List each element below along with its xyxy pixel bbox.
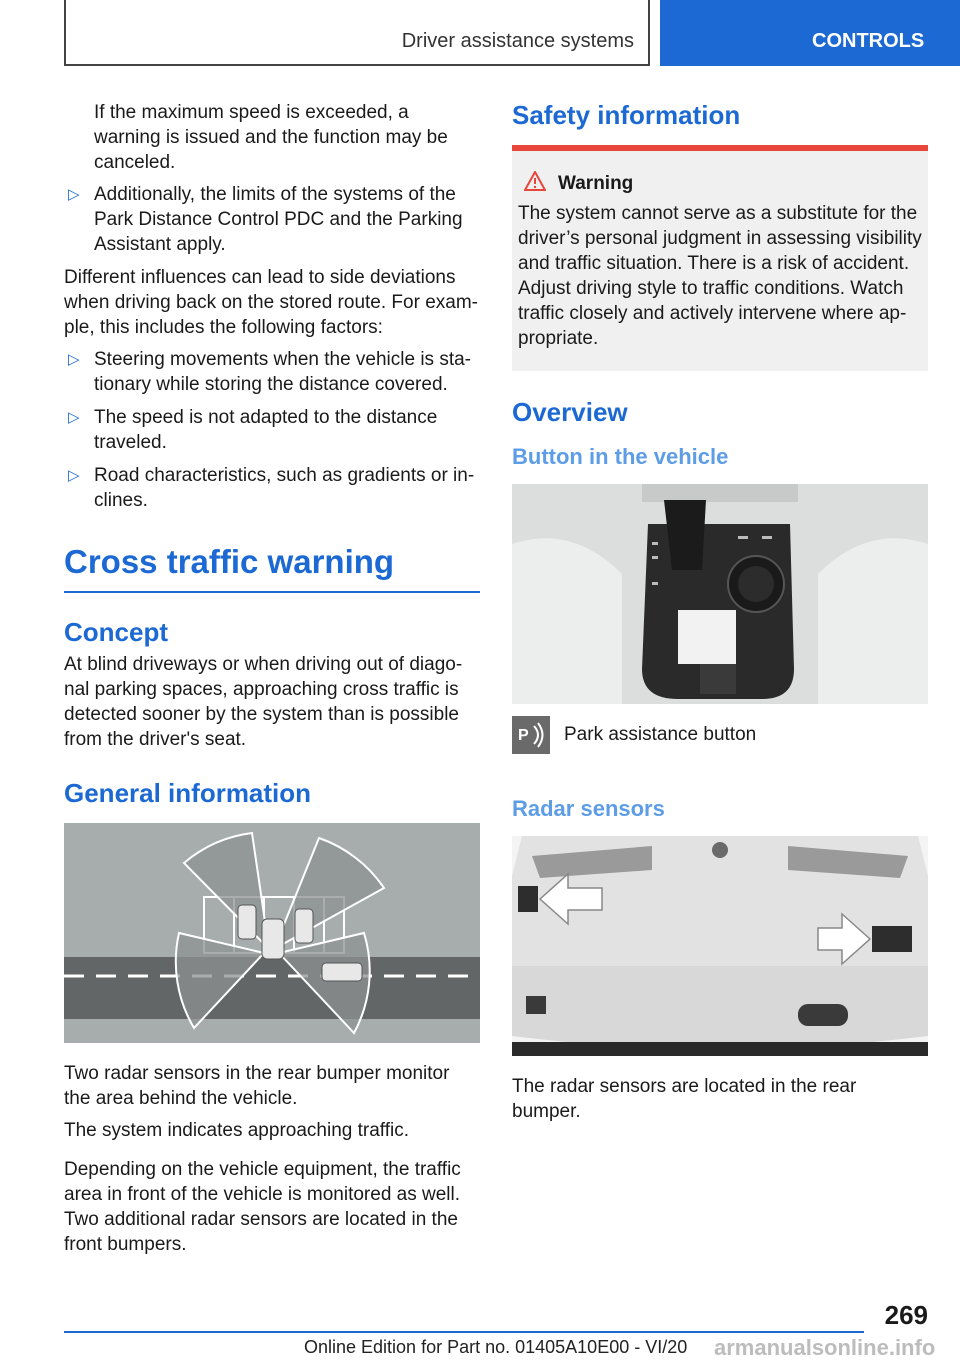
radar-heading: Radar sensors [512, 796, 665, 821]
triangle-bullet-icon: ▷ [68, 351, 80, 368]
warning-box [512, 151, 928, 371]
park-assistance-button-icon [512, 716, 550, 754]
general-text-3: Depending on the vehicle equipment, the traffic area in front of the vehicle is monitored as well. Two additional radar sensors are located in the front bumpers. [64, 1159, 461, 1255]
bullet-list-2 [64, 347, 480, 513]
general-heading: General information [64, 778, 312, 808]
list-item: ▷ Steering movements when the vehicle is sta‐tionary while storing the distance covered. [68, 349, 472, 395]
section-title: Driver assistance systems [401, 30, 634, 52]
triangle-bullet-icon: ▷ [68, 467, 80, 484]
influences-paragraph: Different influences can lead to side deviations when driving back on the stored route. For exam‐ple, this includes the following factors: [64, 267, 478, 338]
svg-text:P: P [518, 727, 529, 744]
general-text-2: The system indicates approaching traffic. [64, 1120, 409, 1141]
triangle-bullet-icon: ▷ [68, 409, 80, 426]
intro-text: If the maximum speed is exceeded, a warning is issued and the function may be canceled. [94, 102, 448, 173]
safety-heading: Safety information [512, 100, 928, 151]
concept-heading: Concept [64, 617, 168, 647]
overview-heading: Overview [512, 397, 628, 427]
button-heading: Button in the vehicle [512, 444, 729, 469]
warning-triangle-icon [524, 171, 546, 191]
radar-text: The radar sensors are located in the rear bumper. [512, 1076, 857, 1122]
edition-text: Online Edition for Part no. 01405A10E00 - VI/20 [304, 1337, 688, 1357]
concept-text: At blind driveways or when driving out of diago‐nal parking spaces, approaching cross traffic is detected sooner by the system than is possible from the driver's seat. [64, 654, 463, 750]
triangle-bullet-icon: ▷ [68, 186, 80, 203]
list-item: ▷ Additionally, the limits of the systems of the Park Distance Control PDC and the Parking Assistant apply. [68, 184, 463, 255]
main-heading: Cross traffic warning [64, 543, 480, 593]
button-legend: P Park assistance button [512, 722, 928, 762]
right-column [512, 100, 928, 1131]
cross-traffic-diagram [64, 823, 480, 1043]
list-item: ▷ The speed is not adapted to the distance traveled. [68, 407, 438, 453]
page-number: 269 [884, 1300, 928, 1330]
warning-text: The system cannot serve as a substitute for the driver’s personal judgment in assessing visibility and traffic situation. There is a risk of accident. Adjust driving style to traffic conditions. Watch traffic closely and actively intervene where ap‐propriate. [518, 203, 922, 349]
running-header-box [64, 0, 650, 66]
center-console-image [512, 484, 928, 704]
warning-title: Warning [518, 173, 922, 195]
watermark-logo: armanualsonline.info [714, 1335, 936, 1360]
chapter-tab [660, 0, 960, 66]
chapter-tab-label: CONTROLS [812, 30, 925, 52]
rear-bumper-image [512, 836, 928, 1056]
list-item: ▷ Road characteristics, such as gradients or in‐clines. [68, 465, 475, 511]
footer-rule [64, 1331, 864, 1333]
left-column [64, 100, 480, 1264]
general-text-1: Two radar sensors in the rear bumper monitor the area behind the vehicle. [64, 1063, 450, 1109]
bullet-list-1 [64, 182, 480, 257]
